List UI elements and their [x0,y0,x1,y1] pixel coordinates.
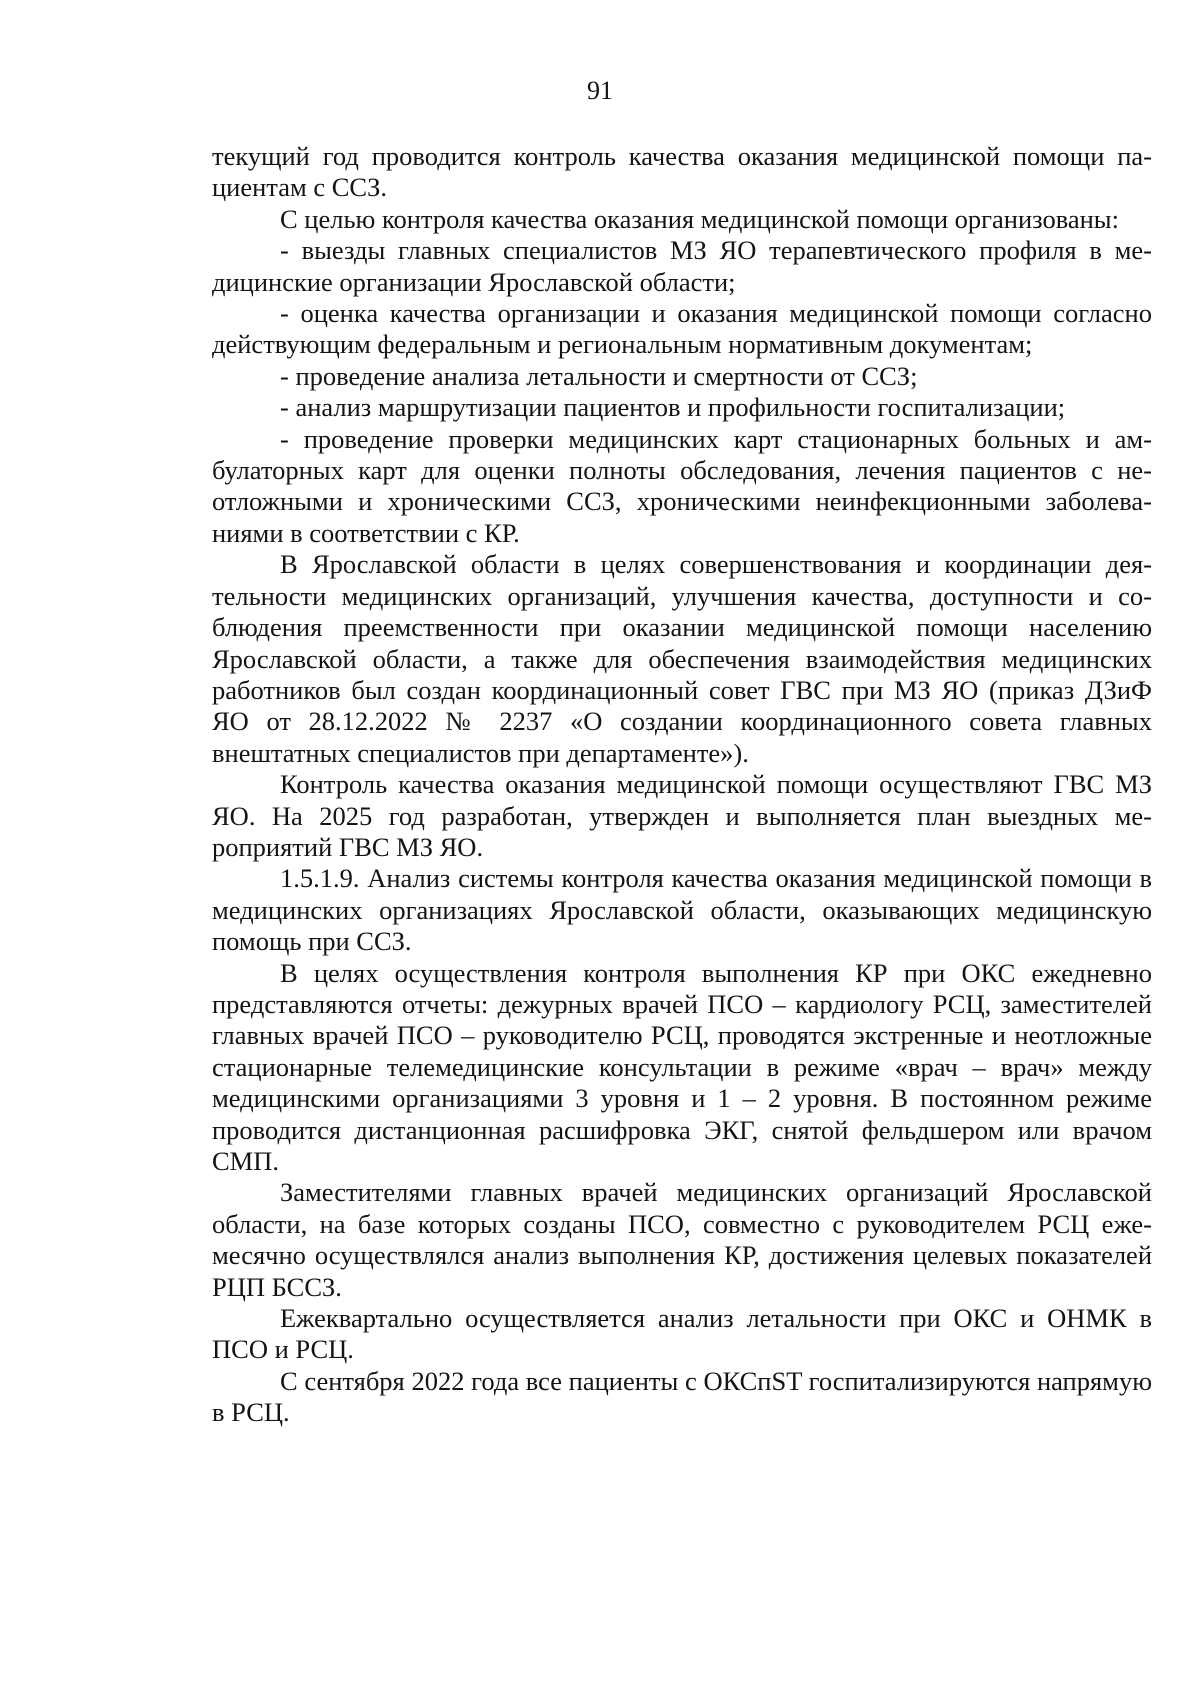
paragraph-1: текущий год проводится контроль качества оказания медицинской помощи пациентам с ССЗ. [212,141,1152,203]
list-item-3: - проведение анализа летальности и смертности от ССЗ; [280,360,918,391]
section-heading-paragraph: 1.5.1.9. Анализ системы контроля качества оказания медицинской помощи в медицинских организациях Ярославской области, оказывающих медицинскую помощь при ССЗ. [212,863,1152,957]
list-item-5: - проведение проверки медицинских карт стационарных больных и амбулаторных карт для оценки полноты обследования, лечения пациентов с неотложными и хроническими ССЗ, хроническими неинфекционными заболеваниями в соответствии с КР. [212,423,1152,548]
page-number: 91 [587,76,613,105]
paragraph-3: В Ярославской области в целях совершенствования и координации деятельности медицинских организаций, улучшения качества, доступности и соблюдения преемственности при оказании медицинской помощи населению Ярославской области, а также для обеспечения взаимодействия медицинских работников был создан координационный совет ГВС при МЗ ЯО (приказ ДЗиФ ЯО от 28.12.2022 № 2237 «О создании координационного совета главных внештатных специалистов при департаменте»). [212,549,1152,768]
paragraph-4: Контроль качества оказания медицинской помощи осуществляют ГВС МЗ ЯО. На 2025 год разработан, утвержден и выполняется план выездных мероприятий ГВС МЗ ЯО. [212,769,1152,862]
paragraph-8: С сентября 2022 года все пациенты с ОКСпST госпитализируются напрямую в РСЦ. [212,1365,1152,1428]
document-body [212,141,1152,1429]
list-item-4: - анализ маршрутизации пациентов и профильности госпитализации; [280,392,1066,423]
paragraph-5: В целях осуществления контроля выполнения КР при ОКС ежедневно представляются отчеты: дежурных врачей ПСО – кардиологу РСЦ, заместителей главных врачей ПСО – руководителю РСЦ, проводятся экстренные и неотложные стационарные телемедицинские консультации в режиме «врач – врач» между медицинскими организациями 3 уровня и 1 – 2 уровня. В постоянном режиме проводится дистанционная расшифровка ЭКГ, снятой фельдшером или врачом СМП. [212,957,1152,1176]
paragraph-6: Заместителями главных врачей медицинских организаций Ярославской области, на базе которых созданы ПСО, совместно с руководителем РСЦ ежемесячно осуществлялся анализ выполнения КР, достижения целевых показателей РЦП БССЗ. [212,1177,1152,1302]
paragraph-2: С целью контроля качества оказания медицинской помощи организованы: [280,203,1119,234]
list-item-2: - оценка качества организации и оказания медицинской помощи согласно действующим федеральным и региональным нормативным документам; [212,298,1152,360]
paragraph-7: Ежеквартально осуществляется анализ летальности при ОКС и ОНМК в ПСО и РСЦ. [212,1303,1152,1365]
list-item-1: - выезды главных специалистов МЗ ЯО терапевтического профиля в медицинские организации Ярославской области; [212,235,1152,297]
